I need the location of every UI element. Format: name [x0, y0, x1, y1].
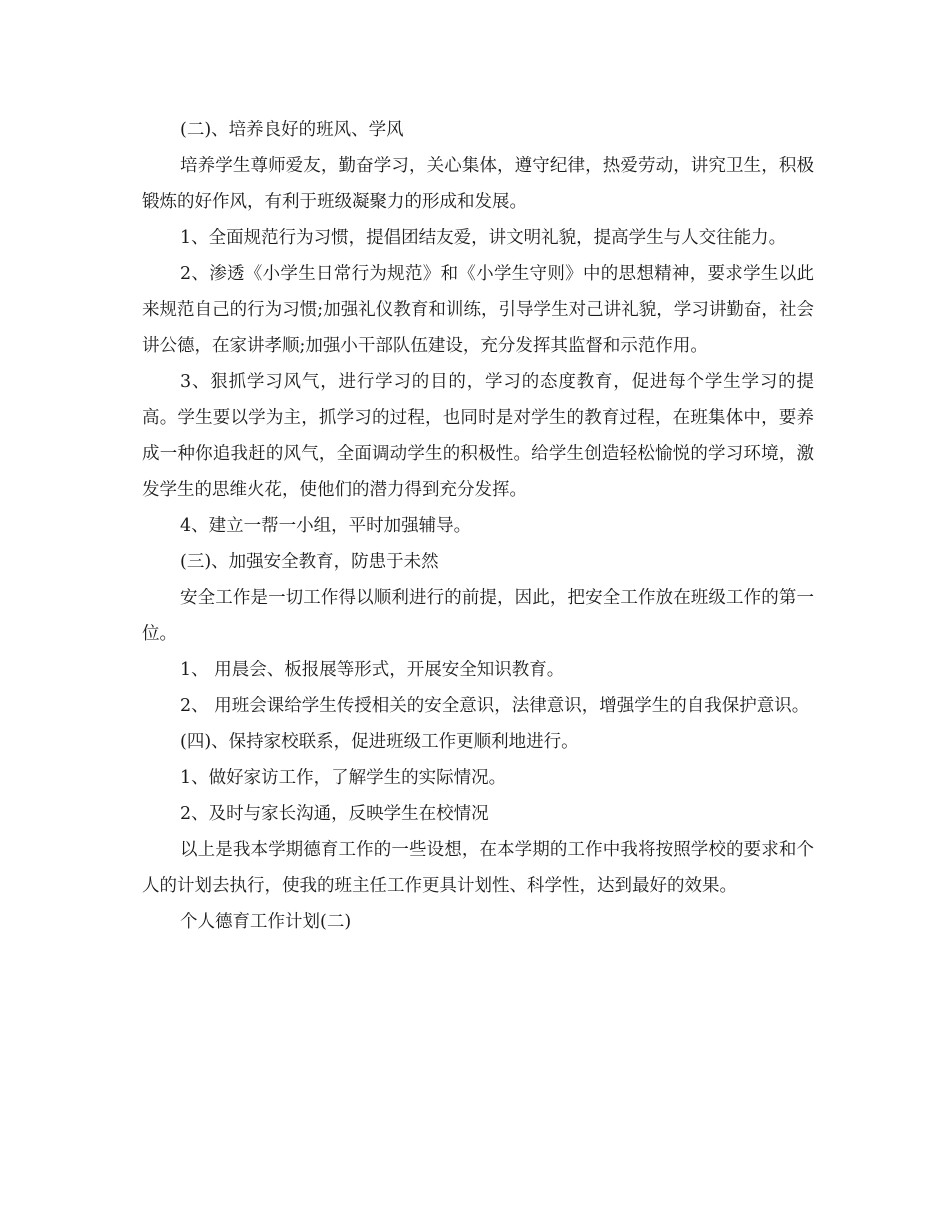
- list-item: 1、 用晨会、板报展等形式，开展安全知识教育。: [180, 660, 565, 680]
- paragraph: 以上是我本学期德育工作的一些设想，在本学期的工作中我将按照学校的要求和个人的计划去执行，使我的班主任工作更具计划性、科学性，达到最好的效果。: [142, 840, 814, 896]
- list-item: 2、渗透《小学生日常行为规范》和《小学生守则》中的思想精神，要求学生以此来规范自己的行为习惯;加强礼仪教育和训练，引导学生对己讲礼貌，学习讲勤奋，社会讲公德，在家讲孝顺;加强小干部队伍建设，充分发挥其监督和示范作用。: [142, 264, 814, 356]
- section-heading-3: (三)、加强安全教育，防患于未然: [180, 552, 439, 572]
- list-item: 2、 用班会课给学生传授相关的安全意识，法律意识，增强学生的自我保护意识。: [180, 696, 810, 716]
- document-body: [142, 112, 814, 940]
- section-heading-2: (二)、培养良好的班风、学风: [180, 120, 404, 140]
- section-heading-4: (四)、保持家校联系，促进班级工作更顺利地进行。: [180, 732, 579, 752]
- document-subtitle: 个人德育工作计划(二): [180, 912, 352, 932]
- list-item: 1、全面规范行为习惯，提倡团结友爱，讲文明礼貌，提高学生与人交往能力。: [180, 228, 787, 248]
- list-item: 2、及时与家长沟通，反映学生在校情况: [180, 804, 489, 824]
- paragraph: 培养学生尊师爱友，勤奋学习，关心集体，遵守纪律，热爱劳动，讲究卫生，积极锻炼的好作风，有利于班级凝聚力的形成和发展。: [142, 156, 814, 212]
- list-item: 3、狠抓学习风气，进行学习的目的，学习的态度教育，促进每个学生学习的提高。学生要以学为主，抓学习的过程，也同时是对学生的教育过程，在班集体中，要养成一种你追我赶的风气，全面调动学生的积极性。给学生创造轻松愉悦的学习环境，激发学生的思维火花，使他们的潜力得到充分发挥。: [142, 372, 814, 500]
- paragraph: 安全工作是一切工作得以顺利进行的前提，因此，把安全工作放在班级工作的第一位。: [142, 588, 814, 644]
- list-item: 4、建立一帮一小组，平时加强辅导。: [180, 516, 472, 536]
- list-item: 1、做好家访工作，了解学生的实际情况。: [180, 768, 507, 788]
